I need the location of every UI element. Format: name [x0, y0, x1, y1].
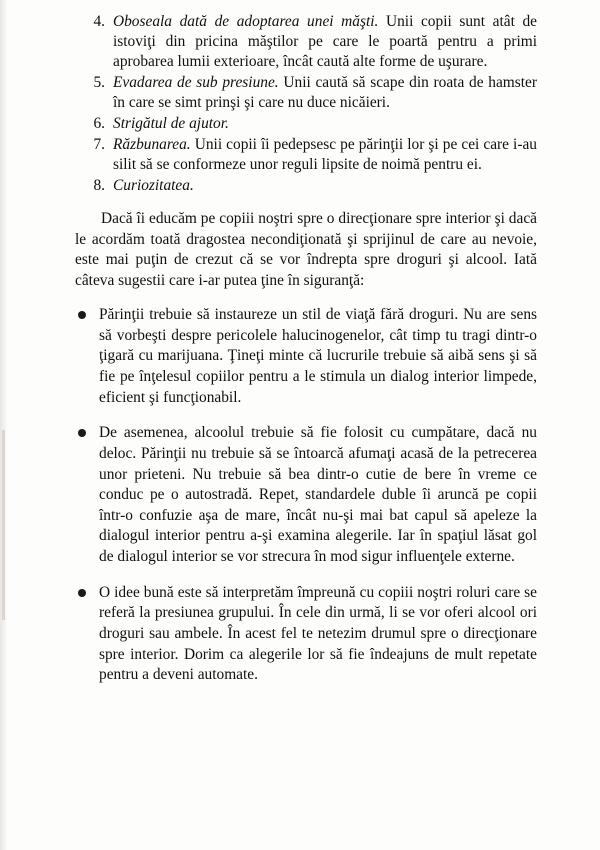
bullet-dot-icon: [78, 589, 86, 597]
numbered-list: [75, 12, 537, 196]
bulleted-list: [75, 305, 537, 686]
list-item: [75, 114, 537, 134]
list-item-marker: 5.: [93, 74, 105, 92]
list-item: [75, 12, 537, 72]
page-left-edge: [0, 0, 8, 850]
list-item-italic-lead: Evadarea de sub presiune.: [113, 74, 279, 92]
bullet-text: De asemenea, alcoolul trebuie să fie folosit cu cumpătare, dacă nu deloc. Părinţii nu trebuie să se întoarcă afumaţi acasă de la petrecerea unor prieteni. Nu trebuie să bea dintr-o cutie de bere în vreme ce conduc pe o autostradă. Repet, standardele duble îi aruncă pe copii într-o confuzie aşa de mare, încât nu-şi mai bat capul să apeleze la dialogul interior pentru a-şi examina alegerile. Iar în spaţiul lăsat gol de dialogul interior se vor strecura în mod sigur influenţele externe.: [99, 424, 537, 566]
list-item: [75, 176, 537, 196]
list-item-italic-lead: Curiozitatea.: [113, 177, 194, 195]
list-item: [75, 583, 537, 686]
page-margin-mark: [2, 430, 5, 620]
bullet-text: Părinţii trebuie să instaureze un stil de viaţă fără droguri. Nu are sens să vorbeşti despre pericolele halucinogenelor, cât timp tu tragi dintr-o ţigară cu marijuana. Ţineţi minte că lucrurile trebuie să aibă sens şi să fie pe înţelesul copiilor pentru a le stimula un dialog interior limpede, eficient şi funcţionabil.: [99, 306, 537, 406]
list-item: [75, 73, 537, 113]
list-item: [75, 305, 537, 408]
list-item-marker: 6.: [93, 115, 105, 133]
list-item-text: Unii copii sunt atât de istoviţi din pricina măştilor pe care le poartă pentru a primi aprobarea lumii exterioare, încât caută alte forme de uşurare.: [113, 13, 537, 71]
page-content: [75, 12, 537, 701]
list-item-text: Unii copii îi pedepsesc pe părinţii lor şi pe cei care i-au silit să se conformeze unor reguli lipsite de noimă pentru ei.: [113, 136, 537, 174]
list-item: [75, 423, 537, 567]
bullet-text: O idee bună este să interpretăm împreună cu copiii noştri roluri care se referă la presiunea grupului. În cele din urmă, li se vor oferi alcool ori droguri sau ambele. În acest fel te netezim drumul spre o direcţionare spre interior. Dorim ca alegerile lor să fie îndeajuns de mult repetate pentru a deveni automate.: [99, 583, 537, 684]
list-item-italic-lead: Oboseala dată de adoptarea unei măşti.: [113, 13, 379, 30]
bullet-dot-icon: [78, 311, 86, 319]
list-item: [75, 135, 537, 175]
list-item-marker: 4.: [93, 13, 105, 30]
list-item-marker: 8.: [93, 177, 105, 195]
list-item-marker: 7.: [93, 136, 105, 154]
list-item-italic-lead: Răzbunarea.: [113, 136, 191, 154]
list-item-italic-lead: Strigătul de ajutor.: [113, 115, 229, 133]
list-item-text: Unii caută să scape din roata de hamster în care se simt prinşi şi care nu duce nicăieri.: [113, 74, 538, 112]
body-paragraph: Dacă îi educăm pe copiii noştri spre o direcţionare spre interior şi dacă le acordăm toată dragostea necondiţionată şi sprijinul de care au nevoie, este mai puţin de crezut că se vor îndrepta spre droguri şi alcool. Iată câteva sugestii care i-ar putea ţine în siguranţă:: [75, 210, 537, 289]
bullet-dot-icon: [78, 429, 86, 437]
